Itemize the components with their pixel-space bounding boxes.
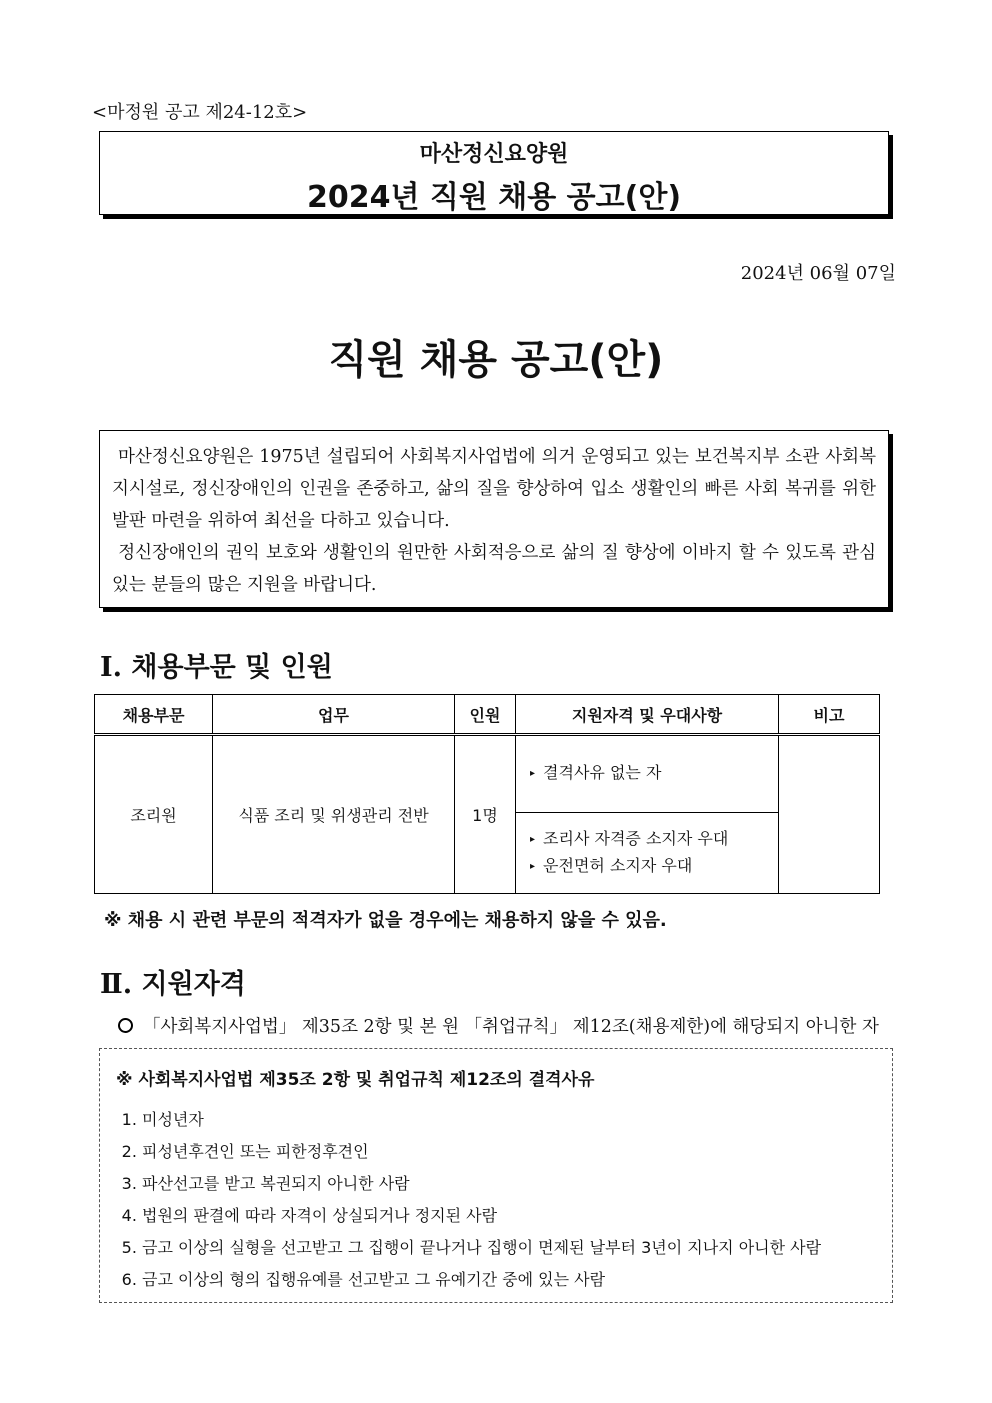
hiring-note: ※ 채용 시 관련 부문의 적격자가 없을 경우에는 채용하지 않을 수 있음. <box>104 910 667 931</box>
disqualification-box <box>99 1048 893 1303</box>
header-dept: 채용부문 <box>95 695 213 735</box>
intro-box <box>99 430 889 608</box>
qualification-line: 「사회복지사업법」 제35조 2항 및 본 원 「취업규칙」 제12조(채용제한)에 해당되지 아니한 자 <box>118 1013 879 1038</box>
disqualification-title: ※ 사회복지사업법 제35조 2항 및 취업규칙 제12조의 결격사유 <box>116 1070 595 1090</box>
organization-name: 마산정신요양원 <box>419 142 569 167</box>
list-item: 1. 미성년자 <box>142 1104 876 1136</box>
header-count: 인원 <box>455 695 516 735</box>
table-row <box>95 735 880 894</box>
list-item: 5. 금고 이상의 실형을 선고받고 그 집행이 끝나거나 집행이 면제된 날부터 3년이 지나지 아니한 사람 <box>142 1232 876 1264</box>
section-2-title: Ⅱ. 지원자격 <box>100 969 246 1000</box>
header-qualification: 지원자격 및 우대사항 <box>516 695 779 735</box>
table-header-row <box>95 695 880 735</box>
triangle-bullet-icon: ▸ <box>530 861 536 872</box>
triangle-bullet-icon: ▸ <box>530 768 536 779</box>
qualification-preferred <box>516 813 778 893</box>
header-title: 2024년 직원 채용 공고(안) <box>306 180 682 215</box>
job-table <box>94 694 880 894</box>
cell-dept: 조리원 <box>95 735 213 894</box>
page-title: 직원 채용 공고(안) <box>328 337 664 383</box>
preference-item: ▸ 조리사 자격증 소지자 우대 <box>530 829 729 848</box>
circle-bullet-icon <box>118 1018 133 1033</box>
header-remark: 비고 <box>779 695 880 735</box>
cell-qualification <box>516 735 779 894</box>
list-item: 2. 피성년후견인 또는 피한정후견인 <box>142 1136 876 1168</box>
cell-count: 1명 <box>455 735 516 894</box>
preference-item: ▸ 운전면허 소지자 우대 <box>530 856 693 875</box>
cell-task: 식품 조리 및 위생관리 전반 <box>213 735 455 894</box>
intro-paragraph-2: 정신장애인의 권익 보호와 생활인의 원만한 사회적응으로 삶의 질 향상에 이바지 할 수 있도록 관심 있는 분들의 많은 지원을 바랍니다. <box>112 543 876 595</box>
intro-paragraph-1: 마산정신요양원은 1975년 설립되어 사회복지사업법에 의거 운영되고 있는 보건복지부 소관 사회복지시설로, 정신장애인의 인권을 존중하고, 삶의 질을 향상하여 입소 생활인의 빠른 사회 복귀를 위한 발판 마련을 위하여 최선을 다하고 있습니다. <box>112 447 876 531</box>
header-task: 업무 <box>213 695 455 735</box>
notice-number: <마정원 공고 제24-12호> <box>92 102 308 123</box>
list-item: 4. 법원의 판결에 따라 자격이 상실되거나 정지된 사람 <box>142 1200 876 1232</box>
list-item: 6. 금고 이상의 형의 집행유예를 선고받고 그 유예기간 중에 있는 사람 <box>142 1264 876 1296</box>
qualification-required: ▸ 결격사유 없는 자 <box>516 736 778 813</box>
section-1-title: Ⅰ. 채용부문 및 인원 <box>100 652 333 683</box>
cell-remark <box>779 735 880 894</box>
title-box <box>99 131 889 215</box>
notice-date: 2024년 06월 07일 <box>740 263 896 284</box>
list-item: 3. 파산선고를 받고 복권되지 아니한 사람 <box>142 1168 876 1200</box>
disqualification-list <box>116 1104 876 1296</box>
triangle-bullet-icon: ▸ <box>530 834 536 845</box>
